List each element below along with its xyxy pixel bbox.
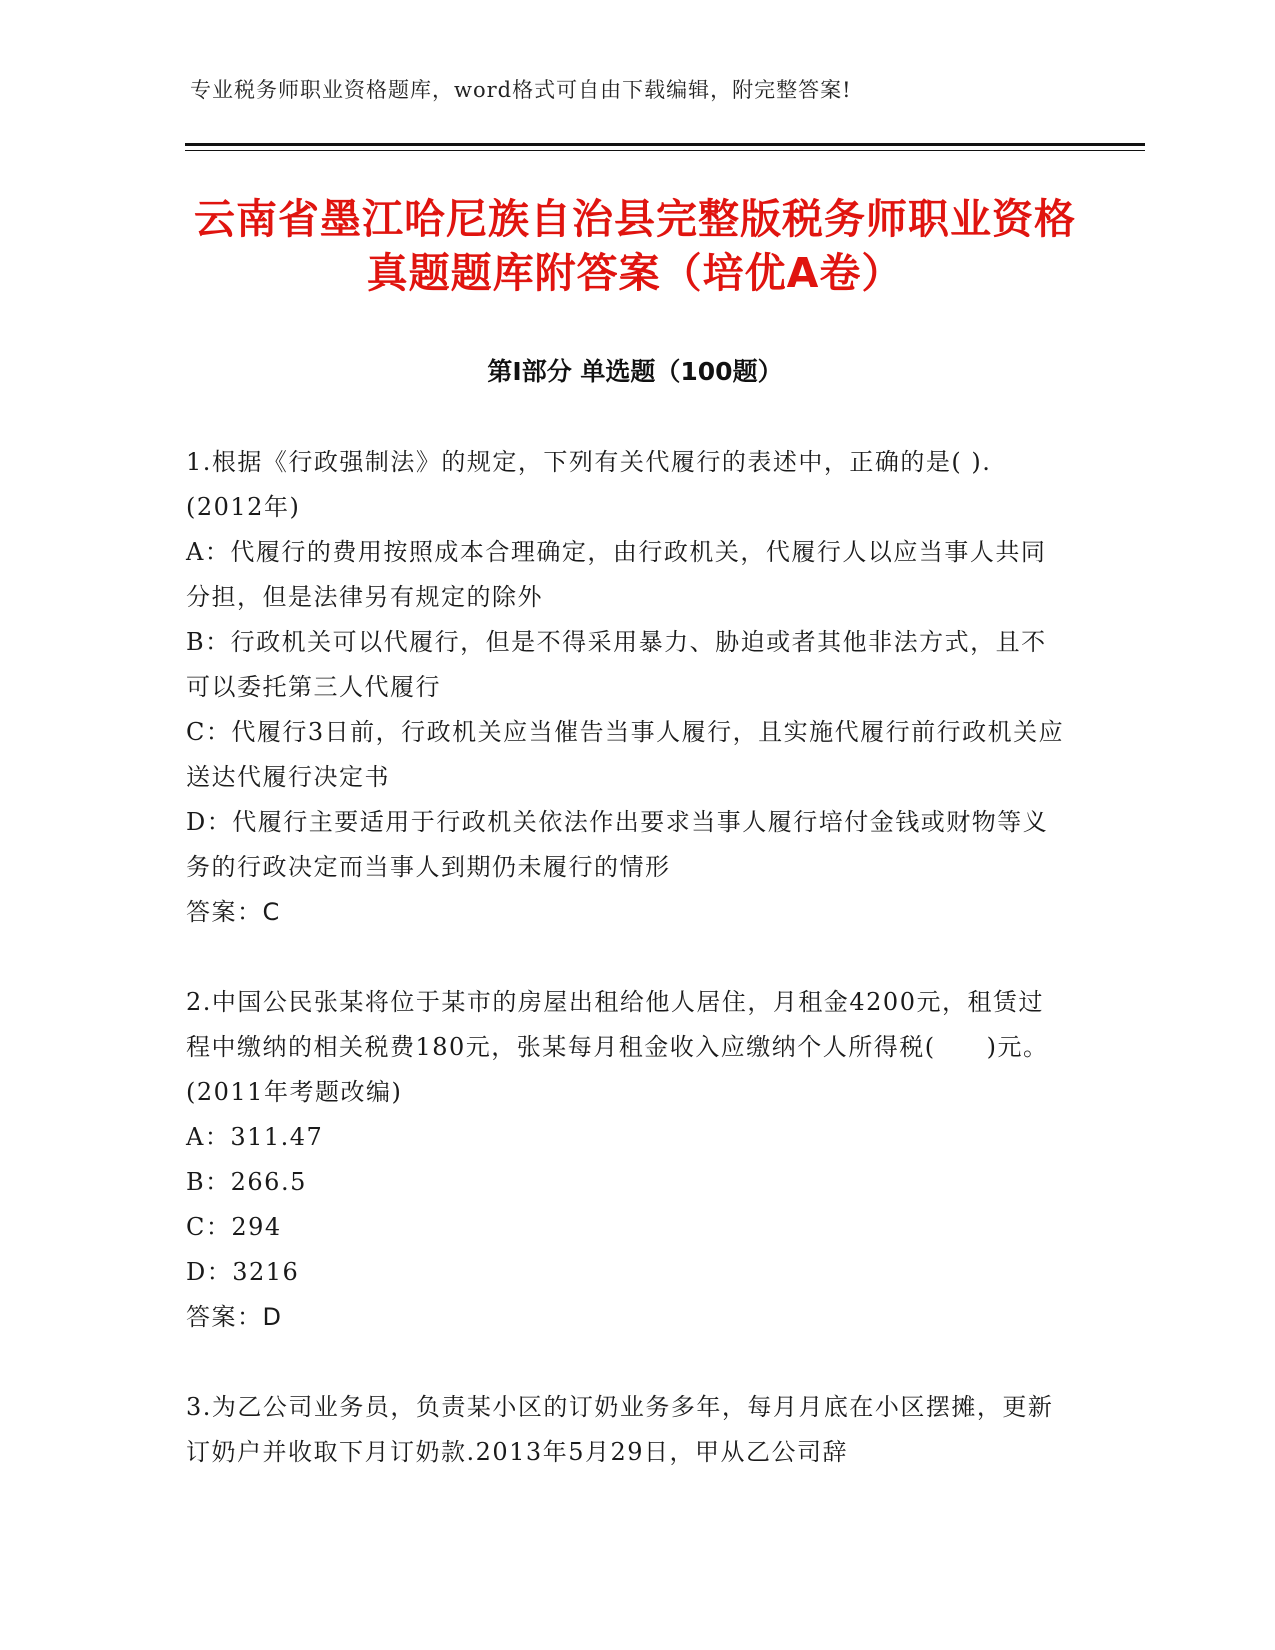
question-spacer bbox=[186, 1340, 1066, 1385]
question-1-option-d: D：代履行主要适用于行政机关依法作出要求当事人履行培付金钱或财物等义务的行政决定而当事人到期仍未履行的情形 bbox=[186, 808, 1049, 881]
document-title: 云南省墨江哈尼族自治县完整版税务师职业资格真题题库附答案（培优A卷） bbox=[194, 195, 1076, 297]
question-2-answer bbox=[186, 1295, 1066, 1340]
header-rule-thick bbox=[185, 143, 1145, 146]
question-1-text: 1.根据《行政强制法》的规定，下列有关代履行的表述中，正确的是( ).(2012年) bbox=[186, 448, 992, 521]
question-2 bbox=[186, 980, 1066, 1340]
question-1-option-b: B：行政机关可以代履行，但是不得采用暴力、胁迫或者其他非法方式，且不可以委托第三人代履行 bbox=[186, 628, 1047, 701]
question-2-option-c: C：294 bbox=[186, 1213, 282, 1241]
question-spacer bbox=[186, 935, 1066, 980]
question-3-text: 3.为乙公司业务员，负责某小区的订奶业务多年，每月月底在小区摆摊，更新订奶户并收取下月订奶款.2013年5月29日，甲从乙公司辞 bbox=[186, 1393, 1054, 1466]
header-rule-thin bbox=[185, 150, 1145, 151]
header-note: 专业税务师职业资格题库，word格式可自由下载编辑，附完整答案! bbox=[190, 78, 852, 102]
question-1-option-c: C：代履行3日前，行政机关应当催告当事人履行，且实施代履行前行政机关应送达代履行决定书 bbox=[186, 718, 1065, 791]
question-2-option-d: D：3216 bbox=[186, 1258, 300, 1286]
question-list bbox=[186, 440, 1066, 1475]
answer-label: 答案： bbox=[186, 1303, 263, 1331]
question-1-option-a: A：代履行的费用按照成本合理确定，由行政机关，代履行人以应当事人共同分担，但是法律另有规定的除外 bbox=[186, 538, 1047, 611]
answer-value: D bbox=[262, 1303, 283, 1331]
question-2-option-b: B：266.5 bbox=[186, 1168, 307, 1196]
section-title: 第Ⅰ部分 单选题（100题） bbox=[487, 357, 783, 386]
question-3 bbox=[186, 1385, 1066, 1475]
question-1 bbox=[186, 440, 1066, 935]
question-1-answer bbox=[186, 890, 1066, 935]
answer-value: C bbox=[262, 898, 281, 926]
answer-label: 答案： bbox=[186, 898, 263, 926]
question-2-text: 2.中国公民张某将位于某市的房屋出租给他人居住，月租金4200元，租赁过程中缴纳的相关税费180元，张某每月租金收入应缴纳个人所得税( )元。(2011年考题改编) bbox=[186, 988, 1049, 1106]
question-2-option-a: A：311.47 bbox=[186, 1123, 324, 1151]
